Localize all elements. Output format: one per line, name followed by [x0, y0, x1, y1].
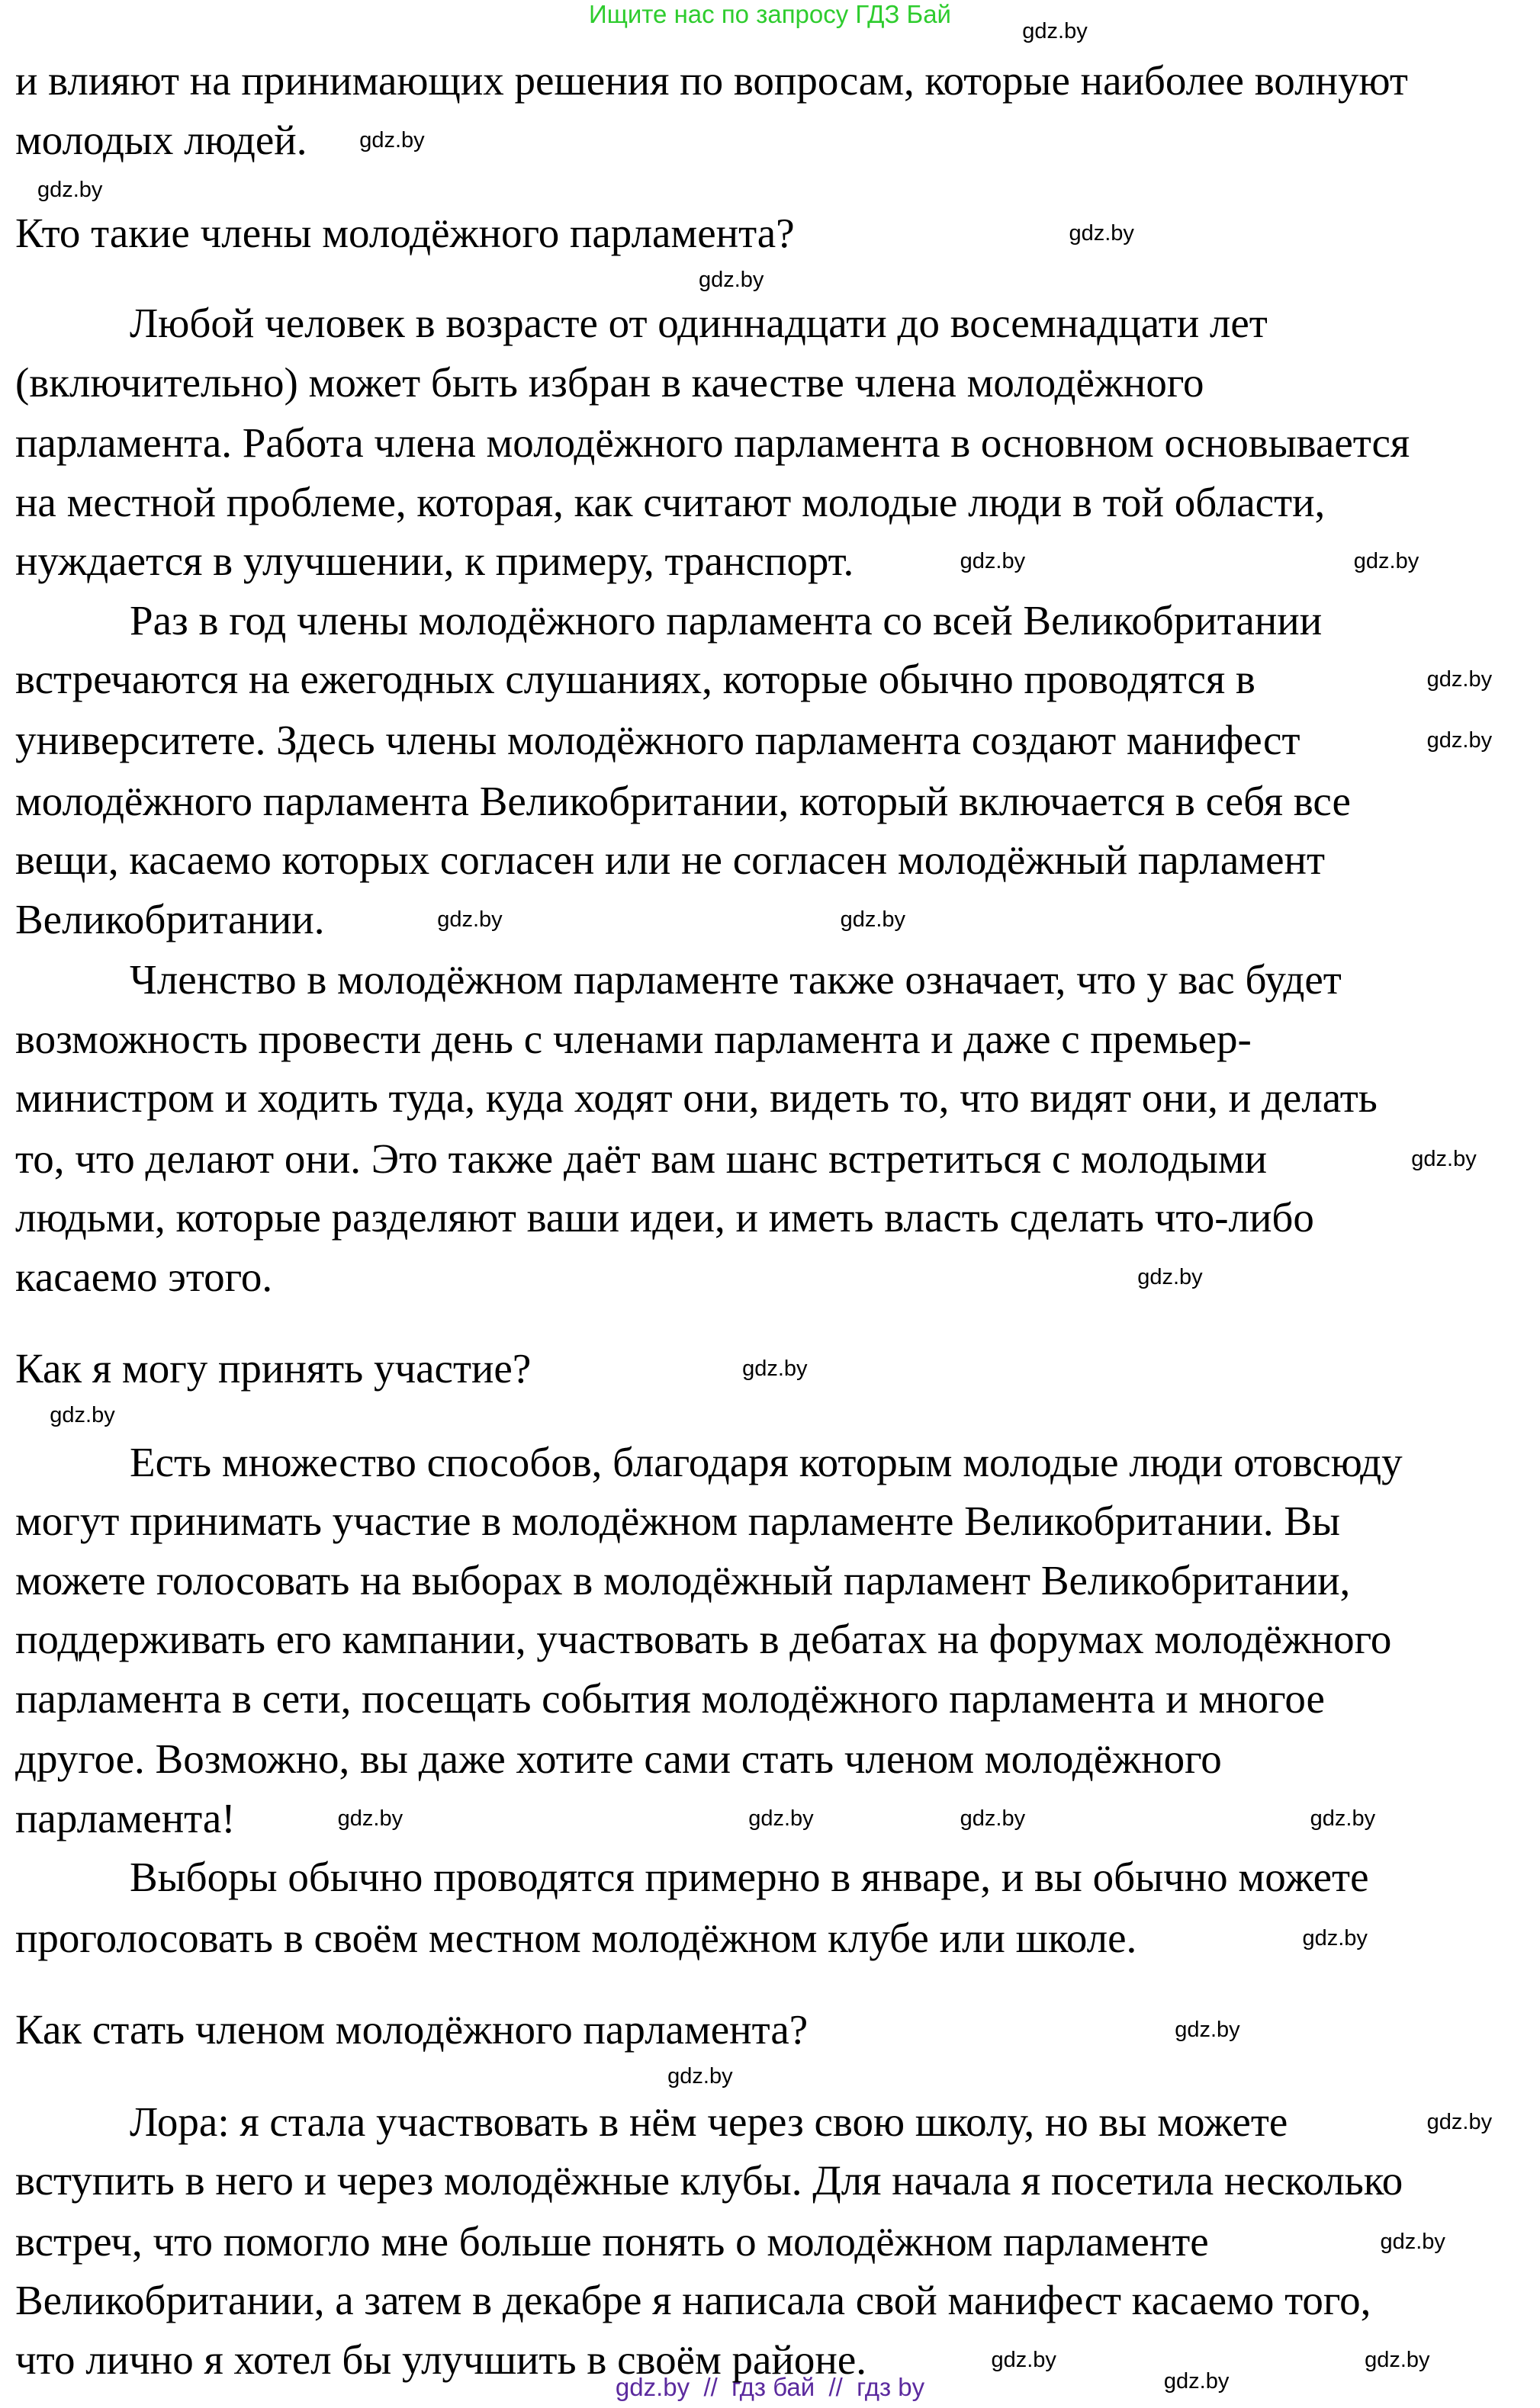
watermark: gdz.by [1426, 728, 1493, 753]
text-line: касаемо этого. [15, 1253, 273, 1300]
text-line: Лора: я стала участвовать в нём через свою школу, но вы можете [130, 2098, 1288, 2145]
text-line: Великобритании. [15, 895, 325, 942]
text-line: нуждается в улучшении, к примеру, транспорт. [15, 538, 854, 585]
text-line: что лично я хотел бы улучшить в своём районе. [15, 2336, 866, 2383]
text-line: возможность провести день с членами парламента и даже с премьер- [15, 1015, 1252, 1062]
text-line: парламента. Работа члена молодёжного парламента в основном основывается [15, 419, 1410, 467]
watermark: gdz.by [840, 907, 906, 932]
text-line: Великобритании, а затем в декабре я написала свой манифест касаемо того, [15, 2277, 1371, 2324]
text-line: Есть множество способов, благодаря которым молодые люди отовсюду [130, 1438, 1403, 1485]
watermark: gdz.by [1163, 2369, 1230, 2394]
watermark: gdz.by [1069, 221, 1134, 246]
text-line: вступить в него и через молодёжные клубы. Для начала я посетила несколько [15, 2157, 1403, 2204]
text-line: Выборы обычно проводятся примерно в январе, и вы обычно можете [130, 1854, 1369, 1901]
watermark: gdz.by [1022, 18, 1088, 43]
text-line: Членство в молодёжном парламенте также означает, что у вас будет [130, 956, 1342, 1003]
text-line: молодых людей. [15, 116, 307, 163]
text-line: Раз в год члены молодёжного парламента со всей Великобритании [130, 596, 1323, 644]
text-line: вещи, касаемо которых согласен или не согласен молодёжный парламент [15, 836, 1325, 884]
watermark: gdz.by [960, 1806, 1026, 1831]
watermark: gdz.by [1426, 2109, 1493, 2134]
watermark: gdz.by [1411, 1146, 1477, 1171]
text-line: проголосовать в своём местном молодёжном клубе или школе. [15, 1914, 1137, 1961]
text-line: парламента в сети, посещать события молодёжного парламента и многое [15, 1674, 1325, 1722]
text-line: парламента! [15, 1794, 236, 1841]
watermark: gdz.by [1365, 2347, 1430, 2372]
watermark: gdz.by [437, 907, 503, 932]
watermark: gdz.by [1380, 2229, 1445, 2254]
watermark: gdz.by [748, 1806, 814, 1831]
text-line: Любой человек в возрасте от одиннадцати до восемнадцати лет [130, 300, 1268, 347]
text-line: могут принимать участие в молодёжном парламенте Великобритании. Вы [15, 1498, 1340, 1545]
watermark: gdz.by [359, 127, 425, 153]
text-line: министром и ходить туда, куда ходят они, видеть то, что видят они, и делать [15, 1074, 1378, 1122]
watermark: gdz.by [991, 2347, 1056, 2372]
search-banner[interactable]: Ищите нас по запросу ГДЗ Бай [589, 0, 951, 28]
text-line: молодёжного парламента Великобритании, который включается в себя все [15, 777, 1351, 824]
text-line: то, что делают они. Это также даёт вам шанс встретиться с молодыми [15, 1135, 1268, 1182]
text-line: можете голосовать на выборах в молодёжный парламент Великобритании, [15, 1556, 1351, 1604]
watermark: gdz.by [667, 2064, 733, 2089]
watermark: gdz.by [698, 268, 764, 293]
watermark: gdz.by [1175, 2018, 1240, 2043]
text-line: людьми, которые разделяют ваши идеи, и иметь власть сделать что-либо [15, 1194, 1314, 1241]
section-heading: Кто такие члены молодёжного парламента? [15, 210, 795, 256]
watermark: gdz.by [960, 549, 1026, 574]
watermark: gdz.by [50, 1403, 115, 1428]
watermark: gdz.by [742, 1357, 808, 1382]
watermark: gdz.by [1310, 1806, 1376, 1831]
footer-links[interactable]: gdz.by // гдз бай // гдз by [615, 2373, 925, 2401]
watermark: gdz.by [1137, 1264, 1203, 1289]
watermark: gdz.by [1353, 549, 1419, 574]
text-line: встреч, что помогло мне больше понять о молодёжном парламенте [15, 2217, 1209, 2265]
watermark: gdz.by [37, 177, 103, 202]
text-line: университете. Здесь члены молодёжного парламента создают манифест [15, 717, 1300, 764]
text-line: другое. Возможно, вы даже хотите сами стать членом молодёжного [15, 1735, 1222, 1783]
watermark: gdz.by [1426, 667, 1493, 692]
text-line: на местной проблеме, которая, как считают молодые люди в той области, [15, 478, 1326, 525]
text-line: встречаются на ежегодных слушаниях, которые обычно проводятся в [15, 656, 1255, 703]
text-line: и влияют на принимающих решения по вопросам, которые наиболее волнуют [15, 57, 1408, 104]
section-heading: Как стать членом молодёжного парламента? [15, 2006, 809, 2053]
watermark: gdz.by [1302, 1925, 1368, 1950]
section-heading: Как я могу принять участие? [15, 1345, 532, 1392]
watermark: gdz.by [337, 1806, 403, 1831]
text-line: поддерживать его кампании, участвовать в дебатах на форумах молодёжного [15, 1616, 1392, 1663]
text-line: (включительно) может быть избран в качестве члена молодёжного [15, 358, 1204, 406]
